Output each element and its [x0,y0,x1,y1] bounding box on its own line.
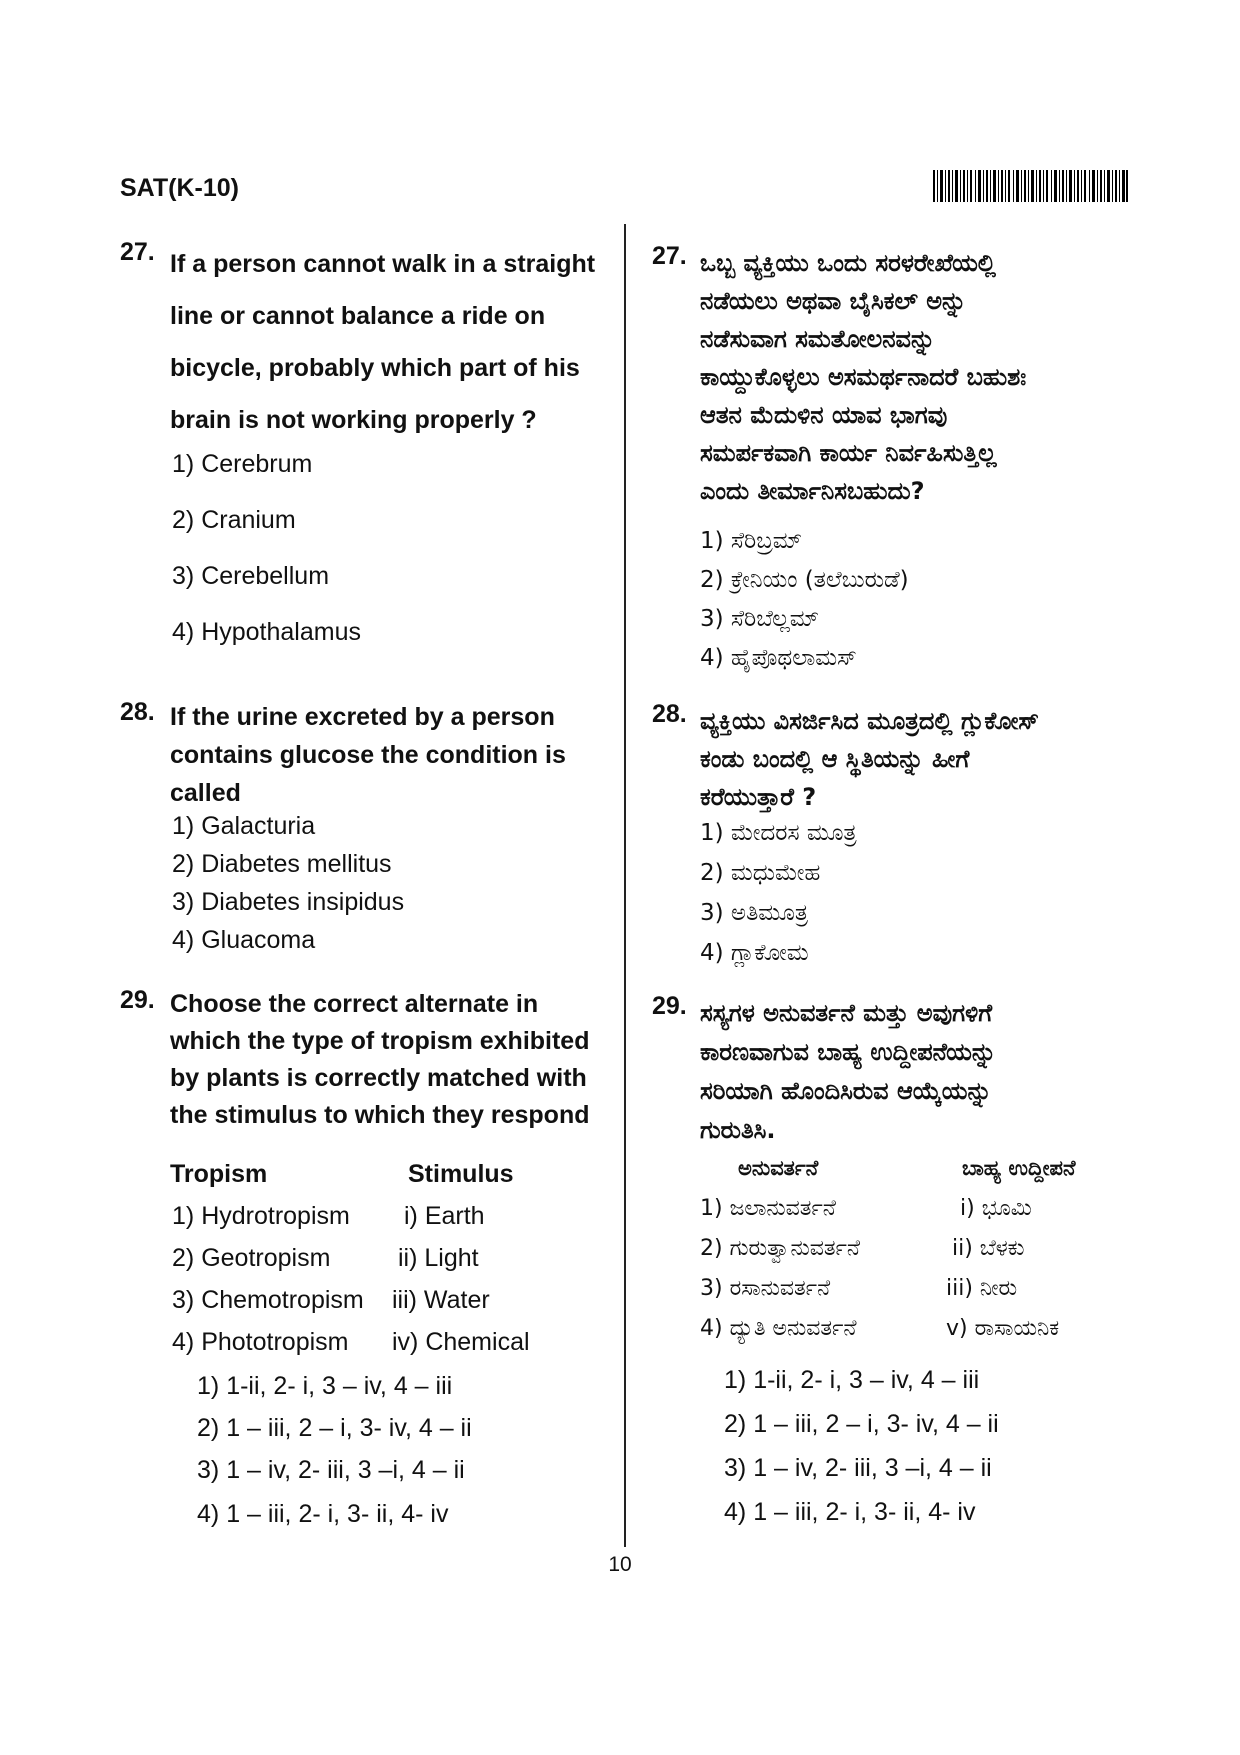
tropism-name: Phototropism [201,1328,349,1356]
question-line: ಕಾರಣವಾಗುವ ಬಾಹ್ಯ ಉದ್ದೀಪನೆಯನ್ನು [700,1038,997,1066]
option-text: ಸೆರಿಬೆಲ್ಲಮ್ [730,606,820,632]
question-line: by plants is correctly matched with [170,1064,587,1092]
q29-answer-2-kn: 2) 1 – iii, 2 – i, 3- iv, 4 – ii [724,1410,999,1438]
q28-option-2-kn: 2) ಮಧುಮೇಹ [700,860,821,886]
q27-option-3-kn: 3) ಸೆರಿಬೆಲ್ಲಮ್ [700,606,820,632]
option-text: Cranium [201,506,296,534]
q29-answer-3-kn: 3) 1 – iv, 2- iii, 3 –i, 4 – ii [724,1454,992,1482]
question-line: ನಡೆಯಲು ಅಥವಾ ಬೈಸಿಕಲ್ ಅನ್ನು [700,287,967,315]
question-line: ಎಂದು ತೀರ್ಮಾನಿಸಬಹುದು? [700,477,925,505]
question-29-number: 29. [120,986,155,1014]
option-text: Diabetes insipidus [201,888,405,916]
question-line: Choose the correct alternate in [170,990,539,1018]
question-line: bicycle, probably which part of his [170,354,580,382]
stimulus-row-1: i) Earth [404,1202,485,1230]
option-text: Diabetes mellitus [201,850,392,878]
answer-text: 1-ii, 2- i, 3 – iv, 4 – iii [753,1366,980,1394]
q29-answer-3: 3) 1 – iv, 2- iii, 3 –i, 4 – ii [197,1456,465,1484]
question-line: If a person cannot walk in a straight [170,250,596,278]
option-text: ಮಧುಮೇಹ [730,860,821,886]
stimulus-row-3: iii) Water [392,1286,490,1314]
q29-answer-2: 2) 1 – iii, 2 – i, 3- iv, 4 – ii [197,1414,472,1442]
question-28-text-kn [700,702,1039,816]
q28-option-4-kn: 4) ಗ್ಲಾಕೋಮ [700,940,809,966]
q28-option-1-kn: 1) ಮೇದರಸ ಮೂತ್ರ [700,820,857,846]
question-28-number-kn: 28. [652,700,687,728]
question-line: ಕರೆಯುತ್ತಾರೆ ? [700,783,817,811]
tropism-row-2: 2) Geotropism [172,1244,331,1272]
q27-option-2-kn: 2) ಕ್ರೇನಿಯಂ (ತಲೆಬುರುಡೆ) [700,567,909,593]
question-line: the stimulus to which they respond [170,1101,590,1129]
question-line: which the type of tropism exhibited [170,1027,590,1055]
q27-option-1: 1) Cerebrum [172,450,313,478]
question-29-text-kn [700,994,996,1150]
tropism-row-3-kn: 3) ರಸಾನುವರ್ತನೆ [700,1276,831,1301]
tropism-column-header-kn: ಅನುವರ್ತನೆ [738,1156,819,1180]
q28-option-2: 2) Diabetes mellitus [172,850,392,878]
question-line: ಕಾಯ್ದುಕೊಳ್ಳಲು ಅಸಮರ್ಥನಾದರೆ ಬಹುಶಃ [700,363,1027,391]
stimulus-row-1-kn: i) ಭೂಮಿ [960,1196,1032,1221]
tropism-row-1-kn: 1) ಜಲಾನುವರ್ತನೆ [700,1196,836,1221]
question-line: called [170,779,241,807]
answer-text: 1 – iii, 2- i, 3- ii, 4- iv [226,1500,449,1528]
stimulus-row-3-kn: iii) ನೀರು [946,1276,1018,1301]
question-29-number-kn: 29. [652,992,687,1020]
option-text: Cerebellum [201,562,330,590]
stimulus-row-4-kn: v) ರಾಸಾಯನಿಕ [946,1316,1060,1341]
question-29-text [170,986,589,1134]
column-divider [624,224,626,1547]
answer-text: 1 – iv, 2- iii, 3 –i, 4 – ii [753,1454,992,1482]
q28-option-3: 3) Diabetes insipidus [172,888,405,916]
q27-option-3: 3) Cerebellum [172,562,330,590]
answer-text: 1 – iii, 2- i, 3- ii, 4- iv [753,1498,976,1526]
option-text: Cerebrum [201,450,313,478]
stimulus-column-header: Stimulus [408,1160,514,1188]
option-text: ಅತಿಮೂತ್ರ [730,900,808,926]
page-number: 10 [608,1553,632,1576]
option-text: ಹೈಪೊಥಲಾಮಸ್ [730,645,857,671]
question-28-text [170,698,566,812]
question-28-number: 28. [120,698,155,726]
option-text: Hypothalamus [201,618,361,646]
q27-option-1-kn: 1) ಸೆರಿಬ್ರಮ್ [700,528,803,554]
q28-option-1: 1) Galacturia [172,812,316,840]
question-line: ಸಮರ್ಪಕವಾಗಿ ಕಾರ್ಯ ನಿರ್ವಹಿಸುತ್ತಿಲ್ಲ [700,439,997,467]
option-text: ಮೇದರಸ ಮೂತ್ರ [730,820,857,846]
question-27-number: 27. [120,238,155,266]
option-text: ಕ್ರೇನಿಯಂ (ತಲೆಬುರುಡೆ) [730,567,909,593]
stimulus-row-2: ii) Light [398,1244,479,1272]
answer-text: 1 – iv, 2- iii, 3 –i, 4 – ii [226,1456,465,1484]
question-line: ವ್ಯಕ್ತಿಯು ವಿಸರ್ಜಿಸಿದ ಮೂತ್ರದಲ್ಲಿ ಗ್ಲುಕೋಸ್ [700,707,1039,735]
tropism-row-2-kn: 2) ಗುರುತ್ವಾನುವರ್ತನೆ [700,1236,860,1261]
tropism-name: ಗುರುತ್ವಾನುವರ್ತನೆ [729,1236,860,1261]
tropism-row-3: 3) Chemotropism [172,1286,364,1314]
q28-option-4: 4) Gluacoma [172,926,316,954]
answer-text: 1 – iii, 2 – i, 3- iv, 4 – ii [226,1414,472,1442]
question-line: ಗುರುತಿಸಿ. [700,1116,776,1144]
q27-option-4: 4) Hypothalamus [172,618,361,646]
question-27-text [170,238,595,446]
question-27-number-kn: 27. [652,242,687,270]
q29-answer-4-kn: 4) 1 – iii, 2- i, 3- ii, 4- iv [724,1498,976,1526]
question-line: ಕಂಡು ಬಂದಲ್ಲಿ ಆ ಸ್ಥಿತಿಯನ್ನು ಹೀಗೆ [700,745,970,773]
exam-code: SAT(K-10) [120,174,239,202]
stimulus-row-2-kn: ii) ಬೆಳಕು [952,1236,1025,1261]
q29-answer-1-kn: 1) 1-ii, 2- i, 3 – iv, 4 – iii [724,1366,980,1394]
option-text: ಗ್ಲಾಕೋಮ [730,940,809,966]
question-line: ಒಬ್ಬ ವ್ಯಕ್ತಿಯು ಒಂದು ಸರಳರೇಖೆಯಲ್ಲಿ [700,249,996,277]
question-line: contains glucose the condition is [170,741,566,769]
answer-text: 1 – iii, 2 – i, 3- iv, 4 – ii [753,1410,999,1438]
q29-answer-4: 4) 1 – iii, 2- i, 3- ii, 4- iv [197,1500,449,1528]
q28-option-3-kn: 3) ಅತಿಮೂತ್ರ [700,900,808,926]
question-line: ಆತನ ಮೆದುಳಿನ ಯಾವ ಭಾಗವು [700,401,948,429]
answer-text: 1-ii, 2- i, 3 – iv, 4 – iii [226,1372,453,1400]
question-line: line or cannot balance a ride on [170,302,546,330]
tropism-name: ಜಲಾನುವರ್ತನೆ [729,1196,836,1221]
tropism-name: ರಸಾನುವರ್ತನೆ [729,1276,831,1301]
stimulus-row-4: iv) Chemical [392,1328,530,1356]
question-line: ನಡೆಸುವಾಗ ಸಮತೋಲನವನ್ನು [700,325,936,353]
option-text: Galacturia [201,812,316,840]
question-line: ಸಸ್ಯಗಳ ಅನುವರ್ತನೆ ಮತ್ತು ಅವುಗಳಿಗೆ [700,999,993,1027]
question-27-text-kn [700,244,1026,510]
question-line: ಸರಿಯಾಗಿ ಹೊಂದಿಸಿರುವ ಆಯ್ಕೆಯನ್ನು [700,1077,992,1105]
barcode [933,170,1128,202]
tropism-row-4: 4) Phototropism [172,1328,349,1356]
tropism-name: Chemotropism [201,1286,364,1314]
tropism-name: Geotropism [201,1244,331,1272]
question-line: If the urine excreted by a person [170,703,555,731]
question-line: brain is not working properly ? [170,406,537,434]
stimulus-column-header-kn: ಬಾಹ್ಯ ಉದ್ದೀಪನೆ [962,1156,1076,1180]
tropism-name: Hydrotropism [201,1202,350,1230]
q27-option-4-kn: 4) ಹೈಪೊಥಲಾಮಸ್ [700,645,857,671]
q29-answer-1: 1) 1-ii, 2- i, 3 – iv, 4 – iii [197,1372,453,1400]
option-text: Gluacoma [201,926,316,954]
option-text: ಸೆರಿಬ್ರಮ್ [730,528,803,554]
tropism-row-1: 1) Hydrotropism [172,1202,350,1230]
tropism-name: ದ್ಯುತಿ ಅನುವರ್ತನೆ [729,1316,857,1341]
tropism-column-header: Tropism [170,1160,268,1188]
tropism-row-4-kn: 4) ದ್ಯುತಿ ಅನುವರ್ತನೆ [700,1316,857,1341]
q27-option-2: 2) Cranium [172,506,296,534]
